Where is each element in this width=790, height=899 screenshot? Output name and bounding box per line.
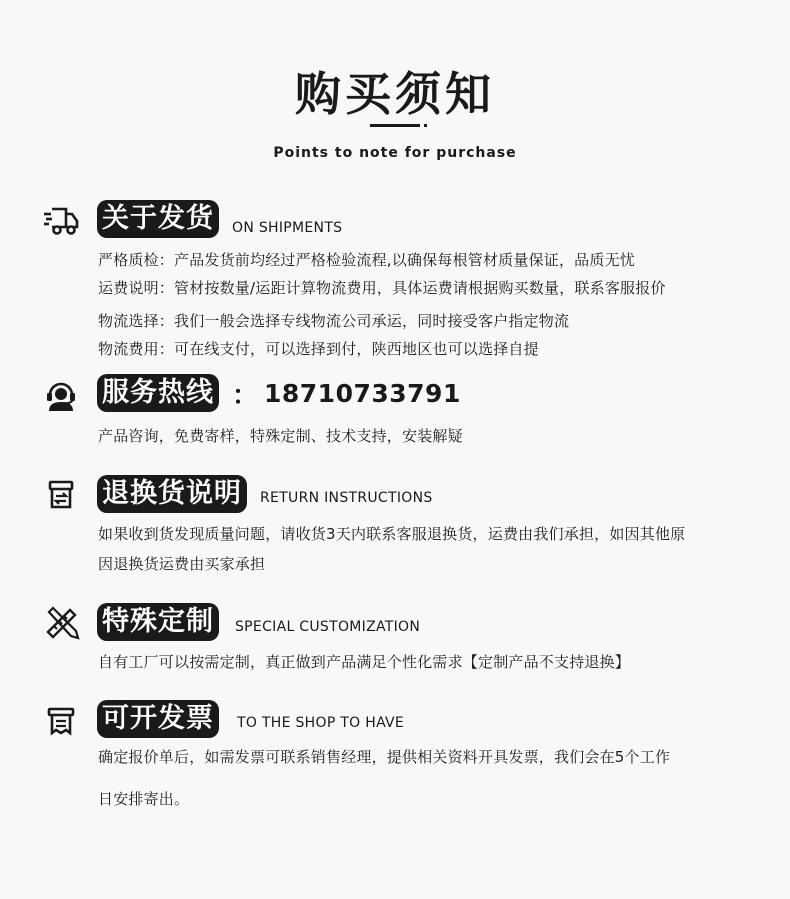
hotline-line-services: 产品咨询，免费寄样，特殊定制、技术支持，安装解疑 — [98, 427, 463, 445]
invoice-icon — [42, 701, 80, 739]
archive-box-icon — [42, 476, 80, 514]
hotline-title-badge: 服务热线 — [97, 374, 219, 412]
headset-icon — [42, 375, 80, 413]
shipping-line-quality: 严格质检：产品发货前均经过严格检验流程,以确保每根管材质量保证，品质无忧 — [98, 251, 635, 269]
returns-line-1: 如果收到货发现质量问题，请收货3天内联系客服退换货，运费由我们承担，如因其他原 — [98, 525, 686, 543]
returns-line-2: 因退换货运费由买家承担 — [98, 555, 266, 573]
invoice-line-1: 确定报价单后，如需发票可联系销售经理，提供相关资料开具发票，我们会在5个工作 — [98, 748, 671, 766]
shipping-english-label: ON SHIPMENTS — [232, 220, 343, 236]
returns-title-badge: 退换货说明 — [97, 475, 247, 513]
custom-line-1: 自有工厂可以按需定制，真正做到产品满足个性化需求【定制产品不支持退换】 — [98, 653, 631, 671]
shipping-line-logistics: 物流选择：我们一般会选择专线物流公司承运，同时接受客户指定物流 — [98, 312, 570, 330]
shipping-line-payment: 物流费用：可在线支付，可以选择到付，陕西地区也可以选择自提 — [98, 340, 539, 358]
shipping-line-freight: 运费说明：管材按数量/运距计算物流费用，具体运费请根据购买数量，联系客服报价 — [98, 279, 666, 297]
page-title: 购买须知 — [295, 67, 495, 121]
truck-icon — [42, 201, 80, 239]
invoice-english-label: TO THE SHOP TO HAVE — [237, 715, 405, 731]
shipping-title-badge: 关于发货 — [97, 200, 219, 238]
title-divider — [370, 124, 420, 127]
invoice-line-2: 日安排寄出。 — [98, 790, 190, 808]
hotline-colon: ： — [232, 381, 259, 411]
returns-english-label: RETURN INSTRUCTIONS — [260, 490, 433, 506]
page-subtitle: Points to note for purchase — [273, 145, 517, 161]
invoice-title-badge: 可开发票 — [97, 700, 219, 738]
custom-title-badge: 特殊定制 — [97, 603, 219, 641]
hotline-phone-number[interactable]: 18710733791 — [264, 379, 461, 408]
custom-english-label: SPECIAL CUSTOMIZATION — [235, 619, 421, 635]
title-divider-dot — [424, 124, 427, 127]
ruler-pencil-icon — [42, 604, 80, 642]
